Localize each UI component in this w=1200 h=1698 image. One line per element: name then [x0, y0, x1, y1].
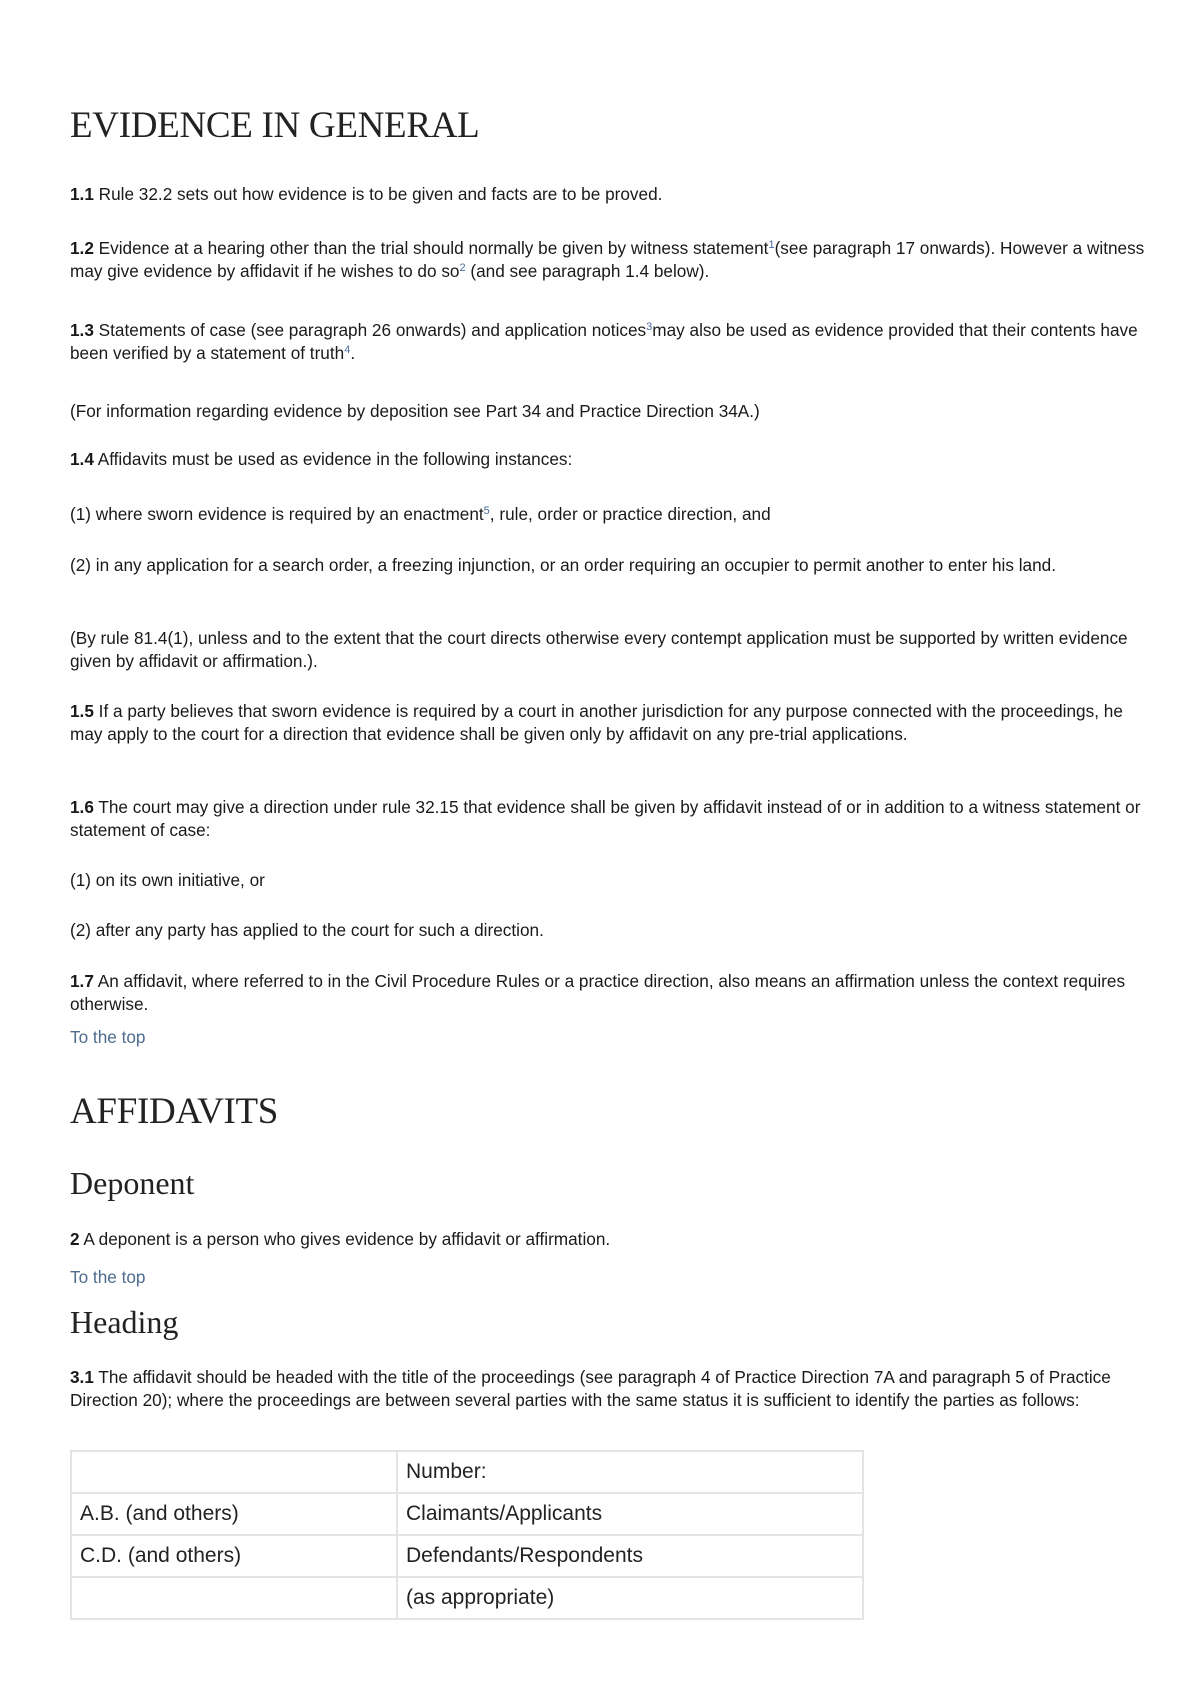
paragraph-1-5	[70, 700, 1150, 746]
heading-heading: Heading	[70, 1304, 179, 1340]
paragraph-text: The affidavit should be headed with the title of the proceedings (see paragraph 4 of Practice Direction 7A and paragraph 5 of Practice Direction 20); where the proceedings are between several parties with the same status it is sufficient to identify the parties as follows:	[70, 1367, 1111, 1410]
paragraph-2	[70, 1228, 1150, 1251]
table-cell: Defendants/Respondents	[397, 1535, 863, 1577]
table-cell: (as appropriate)	[397, 1577, 863, 1619]
footnote-4-link[interactable]: 4	[344, 344, 351, 356]
paragraph-text: Statements of case (see paragraph 26 onwards) and application notices	[93, 320, 647, 340]
note-contempt: (By rule 81.4(1), unless and to the extent that the court directs otherwise every contempt application must be supported by written evidence given by affidavit or affirmation.).	[70, 628, 1128, 671]
paragraph-text: Rule 32.2 sets out how evidence is to be given and facts are to be proved.	[93, 184, 663, 204]
heading-deponent: Deponent	[70, 1165, 195, 1201]
table-cell: A.B. (and others)	[71, 1493, 397, 1535]
table-row	[71, 1535, 863, 1577]
paragraph-number: 2	[70, 1229, 80, 1249]
footnote-3-link[interactable]: 3	[646, 321, 653, 333]
paragraph-text: Affidavits must be used as evidence in the following instances:	[93, 449, 573, 469]
paragraph-number: 1.5	[70, 701, 94, 721]
paragraph-1-1	[70, 183, 1150, 206]
list-item-1-6-1: (1) on its own initiative, or	[70, 870, 265, 890]
paragraph-text: (1) where sworn evidence is required by an enactment	[70, 504, 484, 524]
paragraph-number: 1.7	[70, 971, 94, 991]
paragraph-text: The court may give a direction under rule 32.15 that evidence shall be given by affidavit instead of or in addition to a witness statement or statement of case:	[70, 797, 1141, 840]
table-cell	[71, 1577, 397, 1619]
to-the-top-link[interactable]: To the top	[70, 1267, 146, 1287]
paragraph-number: 1.1	[70, 184, 94, 204]
list-item-1-4-1	[70, 503, 1150, 526]
paragraph-text: , rule, order or practice direction, and	[489, 504, 771, 524]
paragraph-1-6	[70, 796, 1150, 842]
paragraph-1-2	[70, 237, 1150, 283]
paragraph-text: Evidence at a hearing other than the trial should normally be given by witness statement	[93, 238, 769, 258]
paragraph-text: A deponent is a person who gives evidence by affidavit or affirmation.	[79, 1229, 611, 1249]
list-item-1-6-2: (2) after any party has applied to the court for such a direction.	[70, 920, 544, 940]
paragraph-1-4	[70, 448, 1150, 471]
paragraph-text: .	[350, 343, 356, 363]
paragraph-number: 3.1	[70, 1367, 94, 1387]
paragraph-text: An affidavit, where referred to in the Civil Procedure Rules or a practice direction, also means an affirmation unless the context requires otherwise.	[70, 971, 1126, 1014]
table-row	[71, 1577, 863, 1619]
table-cell: Claimants/Applicants	[397, 1493, 863, 1535]
to-the-top-link[interactable]: To the top	[70, 1027, 146, 1047]
table-row	[71, 1493, 863, 1535]
footnote-5-link[interactable]: 5	[483, 505, 490, 517]
list-item-1-4-2: (2) in any application for a search order, a freezing injunction, or an order requiring an occupier to permit another to enter his land.	[70, 555, 1056, 575]
table-cell	[71, 1451, 397, 1493]
table-cell: Number:	[397, 1451, 863, 1493]
paragraph-1-7	[70, 970, 1150, 1016]
footnote-1-link[interactable]: 1	[768, 239, 775, 251]
paragraph-number: 1.6	[70, 797, 94, 817]
paragraph-1-3	[70, 319, 1150, 365]
parties-table	[70, 1450, 864, 1620]
footnote-2-link[interactable]: 2	[459, 262, 466, 274]
paragraph-text: (and see paragraph 1.4 below).	[465, 261, 710, 281]
note-deposition: (For information regarding evidence by deposition see Part 34 and Practice Direction 34A.)	[70, 401, 760, 421]
table-cell: C.D. (and others)	[71, 1535, 397, 1577]
paragraph-number: 1.2	[70, 238, 94, 258]
paragraph-number: 1.3	[70, 320, 94, 340]
table-row	[71, 1451, 863, 1493]
heading-affidavits: AFFIDAVITS	[70, 1091, 279, 1132]
paragraph-text: If a party believes that sworn evidence is required by a court in another jurisdiction for any purpose connected with the proceedings, he may apply to the court for a direction that evidence shall be given only by affidavit on any pre-trial applications.	[70, 701, 1123, 744]
heading-evidence-in-general: EVIDENCE IN GENERAL	[70, 105, 480, 146]
paragraph-text: may also be used as evidence provided that their contents have been verified by a statement of truth	[70, 320, 1138, 363]
paragraph-3-1	[70, 1366, 1150, 1412]
paragraph-number: 1.4	[70, 449, 94, 469]
paragraph-text: (see paragraph 17 onwards). However a witness may give evidence by affidavit if he wishes to do so	[70, 238, 1145, 281]
